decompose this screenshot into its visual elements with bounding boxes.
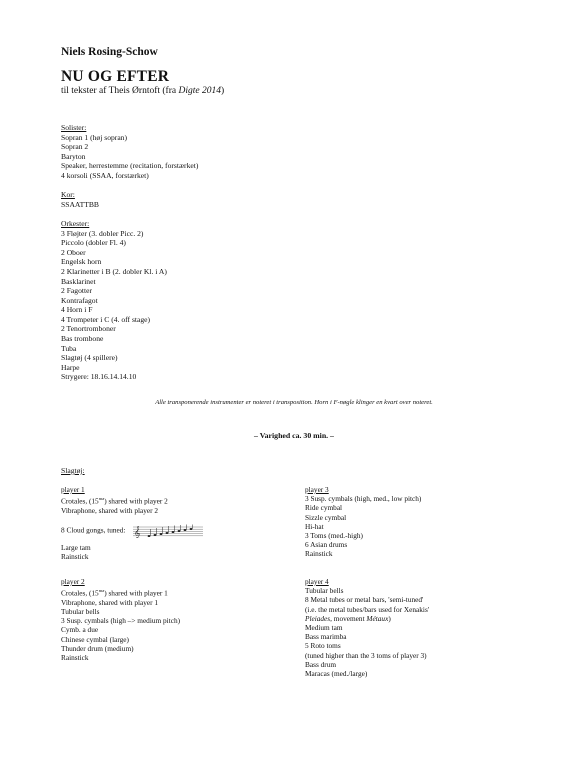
svg-text:𝄞: 𝄞 — [134, 526, 141, 539]
player1-section — [61, 485, 203, 561]
player2-item: Rainstick — [61, 653, 89, 663]
orchestra-item: 4 Trompeter i C (4. off stage) — [61, 314, 151, 324]
player3-item: 6 Asian drums — [305, 540, 348, 550]
choir-item: SSAATTBB — [61, 199, 99, 209]
orchestra-item: Kontrafagot — [61, 295, 98, 305]
duration: – Varighed ca. 30 min. – — [254, 431, 334, 440]
player4-item: (i.e. the metal tubes/bars used for Xenakis' — [305, 604, 430, 614]
soloists-heading: Solister: — [61, 123, 87, 132]
player3-item: Ride cymbal — [305, 503, 343, 513]
choir-heading: Kor: — [61, 190, 75, 200]
orchestra-item: 2 Klarinetter i B (2. dobler Kl. i A) — [61, 266, 167, 276]
orchestra-item: 2 Fagotter — [61, 286, 93, 296]
pleiades-end: ) — [388, 613, 391, 623]
soloist-item: Speaker, herrestemme (recitation, forstærket) — [61, 161, 199, 171]
orchestra-item: 3 Fløjter (3. dobler Picc. 2) — [61, 228, 144, 238]
player2-crotales-pre: Crotales, (15 — [61, 588, 99, 598]
player4-pleiades-line — [305, 614, 429, 623]
soloist-item: Baryton — [61, 151, 86, 161]
player4-item: Tubular bells — [305, 586, 344, 596]
player3-item: 3 Susp. cymbals (high, med., low pitch) — [305, 494, 422, 504]
player1-vibraphone: Vibraphone, shared with player 2 — [61, 505, 159, 515]
subtitle-prefix: til tekster af Theis Ørntoft (fra — [61, 86, 179, 96]
player2-item: Cymb. a due — [61, 625, 99, 635]
player3-item: Hi-hat — [305, 521, 324, 531]
orchestra-item: Piccolo (dobler Fl. 4) — [61, 238, 126, 248]
subtitle — [61, 86, 224, 96]
player1-crotales-sup: ma — [98, 496, 105, 502]
soloists-section — [61, 123, 198, 382]
player2-crotales-sup: ma — [98, 588, 105, 594]
player1-crotales-post: ) shared with player 2 — [104, 496, 168, 506]
work-title: NU OG EFTER — [61, 68, 170, 85]
soloist-item: 4 korsoli (SSAA, forstærket) — [61, 170, 149, 180]
orchestra-item: Strygere: 18.16.14.14.10 — [61, 372, 137, 382]
orchestra-item: Tuba — [61, 343, 77, 353]
player2-section — [61, 577, 180, 662]
pleiades-mid: , movement — [330, 613, 367, 623]
transposition-note: Alle transponerende instrumenter er noteret i transposition. Horn i F-nøgle klinger en kvart over noteret. — [155, 399, 433, 406]
player4-heading: player 4 — [305, 577, 329, 586]
player2-crotales-post: ) shared with player 1 — [104, 588, 168, 598]
player2-item: Vibraphone, shared with player 1 — [61, 597, 159, 607]
player2-item: Tubular bells — [61, 607, 100, 617]
player3-item: Sizzle cymbal — [305, 512, 347, 522]
soloist-item: Sopran 2 — [61, 142, 89, 152]
soloist-item: Sopran 1 (høj sopran) — [61, 132, 128, 142]
orchestra-item: Harpe — [61, 362, 80, 372]
orchestra-heading: Orkester: — [61, 218, 90, 228]
player1-heading: player 1 — [61, 485, 85, 494]
player1-tam: Large tam — [61, 543, 91, 553]
player1-gongs — [61, 524, 203, 538]
cloud-gongs-notation-icon — [133, 524, 203, 538]
percussion-heading: Slagtøj: — [61, 466, 85, 475]
orchestra-item: 4 Horn i F — [61, 305, 93, 315]
player3-heading: player 3 — [305, 485, 329, 494]
orchestra-item: Slagtøj (4 spillere) — [61, 353, 118, 363]
player4-item: Medium tam — [305, 623, 343, 633]
subtitle-suffix: ) — [220, 86, 225, 96]
player1-rainstick: Rainstick — [61, 552, 89, 562]
composer-name: Niels Rosing-Schow — [61, 46, 158, 58]
player4-item: 5 Roto toms — [305, 641, 341, 651]
player2-item: Thunder drum (medium) — [61, 643, 134, 653]
player2-heading: player 2 — [61, 577, 85, 586]
player4-item: 8 Metal tubes or metal bars, 'semi-tuned' — [305, 595, 424, 605]
orchestra-item: 2 Tenortromboner — [61, 324, 116, 334]
player2-item: Chinese cymbal (large) — [61, 634, 129, 644]
metaux-title: Métaux — [366, 613, 389, 623]
player4-item: Bass marimba — [305, 632, 347, 642]
player4-section — [305, 577, 429, 678]
player2-item: 3 Susp. cymbals (high –> medium pitch) — [61, 616, 181, 626]
player4-item: Bass drum — [305, 659, 337, 669]
player1-crotales-pre: Crotales, (15 — [61, 496, 99, 506]
player3-item: Rainstick — [305, 549, 333, 559]
subtitle-source: Digte 2014 — [178, 86, 221, 96]
orchestra-item: Bas trombone — [61, 334, 104, 344]
player3-item: 3 Toms (med.-high) — [305, 531, 363, 541]
player4-item: (tuned higher than the 3 toms of player 3) — [305, 650, 427, 660]
player3-section — [305, 485, 421, 559]
player2-crotales — [61, 586, 180, 598]
orchestra-item: Basklarinet — [61, 276, 96, 286]
pleiades-title: Pleiades — [305, 613, 331, 623]
player4-item: Maracas (med./large) — [305, 669, 368, 679]
orchestra-item: Engelsk horn — [61, 257, 102, 267]
orchestra-item: 2 Oboer — [61, 247, 86, 257]
player1-gongs-label: 8 Cloud gongs, tuned: — [61, 525, 126, 535]
player1-crotales — [61, 494, 203, 506]
